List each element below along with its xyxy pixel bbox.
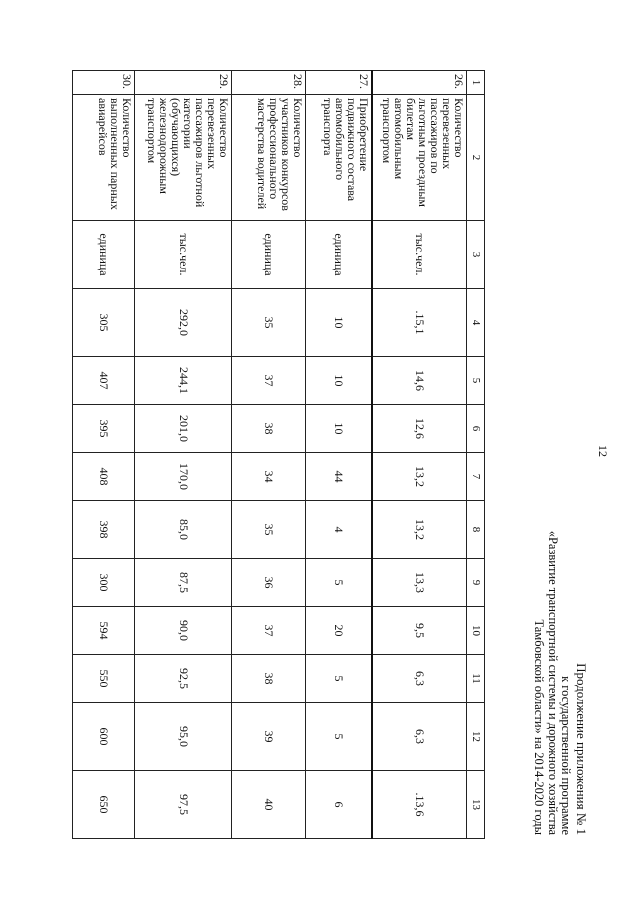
indicator-name: Количество выполненных парных авиарейсов [73, 95, 135, 221]
indicator-value: 5 [306, 703, 372, 771]
unit-of-measure: тыс.чел. [372, 221, 467, 289]
indicator-value: 10 [306, 405, 372, 453]
indicator-value: 92,5 [134, 655, 231, 703]
table-header-row [467, 71, 485, 839]
indicator-name: Количество перевезенных пассажиров по льготным проездным билетам автомобильным транспортом [372, 95, 467, 221]
indicator-value: 6,3 [372, 655, 467, 703]
indicator-value: 600 [73, 703, 135, 771]
header-line-2: к государственной программе [559, 676, 574, 835]
indicator-value: 37 [232, 607, 306, 655]
column-number-header: 2 [467, 95, 485, 221]
indicator-name: Количество участников конкурсов профессионального мастерства водителей [232, 95, 306, 221]
column-number-header: 1 [467, 71, 485, 95]
indicators-table [72, 70, 485, 839]
indicator-name: Количество перевезенных пассажиров льготной категории (обучающихся) железнодорожным транспортом [134, 95, 231, 221]
indicator-value: .15,1 [372, 289, 467, 357]
row-number: 29. [134, 71, 231, 95]
column-number-header: 7 [467, 453, 485, 501]
table-row [306, 71, 372, 839]
row-number: 28. [232, 71, 306, 95]
indicator-value: 90,0 [134, 607, 231, 655]
indicator-value: 5 [306, 559, 372, 607]
column-number-header: 6 [467, 405, 485, 453]
indicator-value: 300 [73, 559, 135, 607]
column-number-header: 4 [467, 289, 485, 357]
indicator-value: 13,2 [372, 501, 467, 559]
indicator-value: 594 [73, 607, 135, 655]
indicator-value: 39 [232, 703, 306, 771]
indicator-value: 201,0 [134, 405, 231, 453]
indicator-value: 38 [232, 405, 306, 453]
indicator-value: .13,6 [372, 771, 467, 839]
indicator-value: 35 [232, 289, 306, 357]
column-number-header: 8 [467, 501, 485, 559]
indicator-value: 13,2 [372, 453, 467, 501]
appendix-header [532, 415, 588, 835]
indicator-value: 6,3 [372, 703, 467, 771]
indicator-value: 9,5 [372, 607, 467, 655]
column-number-header: 12 [467, 703, 485, 771]
row-number: 27. [306, 71, 372, 95]
unit-of-measure: тыс.чел. [134, 221, 231, 289]
table-row [134, 71, 231, 839]
indicator-value: 13,3 [372, 559, 467, 607]
indicator-value: 85,0 [134, 501, 231, 559]
row-number: 30. [73, 71, 135, 95]
header-line-4: Тамбовской области» на 2014-2020 годы [532, 619, 547, 835]
indicator-value: 5 [306, 655, 372, 703]
indicator-value: 10 [306, 289, 372, 357]
indicator-value: 395 [73, 405, 135, 453]
indicator-value: 97,5 [134, 771, 231, 839]
indicator-value: 6 [306, 771, 372, 839]
indicator-value: 35 [232, 501, 306, 559]
indicator-value: 650 [73, 771, 135, 839]
indicator-value: 398 [73, 501, 135, 559]
table-body [73, 71, 485, 839]
indicator-value: 10 [306, 357, 372, 405]
indicator-value: 244,1 [134, 357, 231, 405]
column-number-header: 13 [467, 771, 485, 839]
unit-of-measure: единица [306, 221, 372, 289]
indicator-value: 4 [306, 501, 372, 559]
indicator-value: 408 [73, 453, 135, 501]
indicator-value: 38 [232, 655, 306, 703]
table-row [232, 71, 306, 839]
indicator-value: 292,0 [134, 289, 231, 357]
column-number-header: 5 [467, 357, 485, 405]
indicator-value: 14,6 [372, 357, 467, 405]
indicator-value: 550 [73, 655, 135, 703]
indicator-value: 170,0 [134, 453, 231, 501]
column-number-header: 11 [467, 655, 485, 703]
indicator-value: 20 [306, 607, 372, 655]
column-number-header: 9 [467, 559, 485, 607]
indicator-value: 40 [232, 771, 306, 839]
indicator-value: 87,5 [134, 559, 231, 607]
page-number: 12 [596, 445, 610, 457]
indicator-value: 36 [232, 559, 306, 607]
indicator-name: Приобретение подвижного состава автомобильного транспорта [306, 95, 372, 221]
unit-of-measure: единица [73, 221, 135, 289]
table-row [73, 71, 135, 839]
header-title: Продолжение приложения № 1 [574, 663, 589, 835]
indicator-value: 34 [232, 453, 306, 501]
column-number-header: 10 [467, 607, 485, 655]
unit-of-measure: единица [232, 221, 306, 289]
indicator-value: 12,6 [372, 405, 467, 453]
indicator-value: 407 [73, 357, 135, 405]
indicator-value: 44 [306, 453, 372, 501]
column-number-header: 3 [467, 221, 485, 289]
row-number: 26. [372, 71, 467, 95]
indicator-value: 95,0 [134, 703, 231, 771]
indicator-value: 305 [73, 289, 135, 357]
header-line-3: «Развитие транспортной системы и дорожного хозяйства [546, 530, 560, 835]
indicator-value: 37 [232, 357, 306, 405]
table-row [372, 71, 467, 839]
